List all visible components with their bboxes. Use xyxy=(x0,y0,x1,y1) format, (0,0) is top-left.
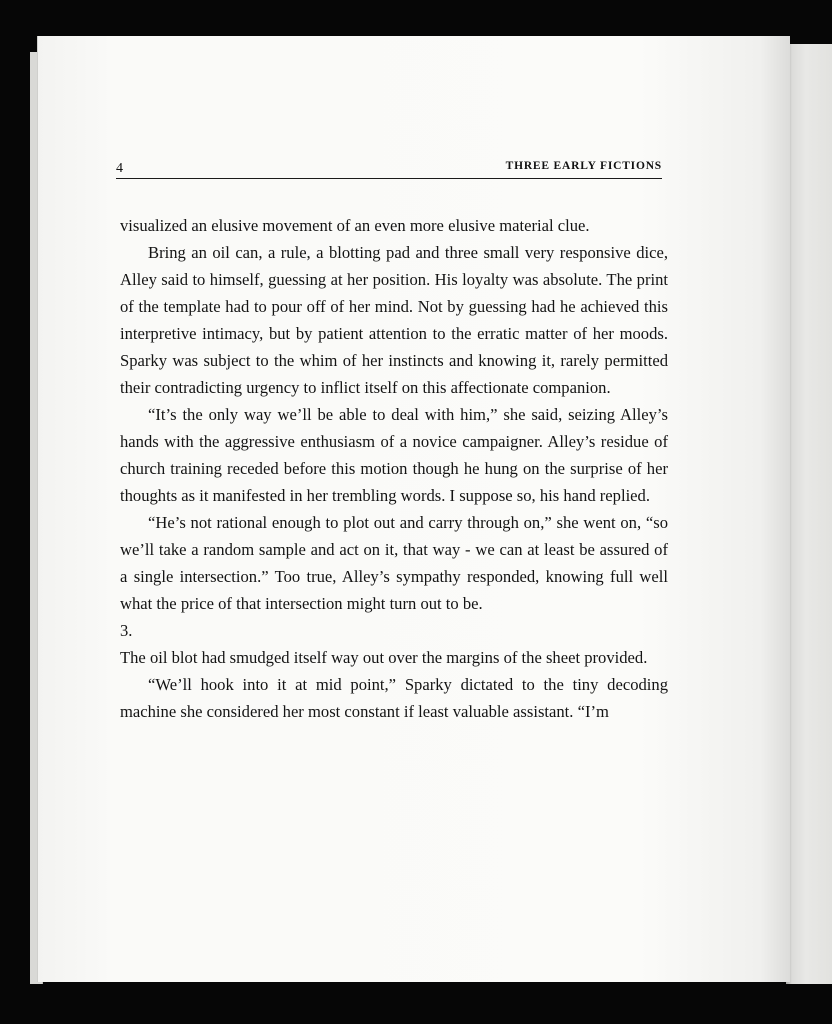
paragraph: visualized an elusive movement of an even more elusive material clue. xyxy=(120,216,590,235)
paragraph: “It’s the only way we’ll be able to deal with him,” she said, seizing Alley’s hands with the aggressive enthusiasm of a novice campaigner. Alley’s residue of church training receded before this motion though he hung on the surprise of her thoughts as it manifested in her trembling words. I suppose so, his hand replied. xyxy=(120,405,668,505)
book-page xyxy=(38,36,790,982)
paragraph: The oil blot had smudged itself way out over the margins of the sheet provided. xyxy=(120,648,648,667)
page-number: 4 xyxy=(116,161,123,176)
running-header xyxy=(116,152,662,179)
facing-page-edge xyxy=(786,44,832,984)
paragraph: “He’s not rational enough to plot out and carry through on,” she went on, “so we’ll take a random sample and act on it, that way - we can at least be assured of a single intersection.” Too true, Alley’s sympathy responded, knowing full well what the price of that intersection might turn out to be. xyxy=(120,513,668,613)
body-text xyxy=(120,212,668,725)
section-number: 3. xyxy=(120,621,133,640)
paragraph: Bring an oil can, a rule, a blotting pad and three small very responsive dice, Alley said to himself, guessing at her position. His loyalty was absolute. The print of the template had to pour off of her mind. Not by guessing had he achieved this interpretive intimacy, but by patient attention to the erratic matter of her moods. Sparky was subject to the whim of her instincts and knowing it, rarely permitted their contradicting urgency to inflict itself on this affectionate companion. xyxy=(120,243,668,397)
paragraph: “We’ll hook into it at mid point,” Sparky dictated to the tiny decoding machine she considered her most constant if least valuable assistant. “I’m xyxy=(120,675,668,721)
running-head-title: THREE EARLY FICTIONS xyxy=(505,160,662,172)
